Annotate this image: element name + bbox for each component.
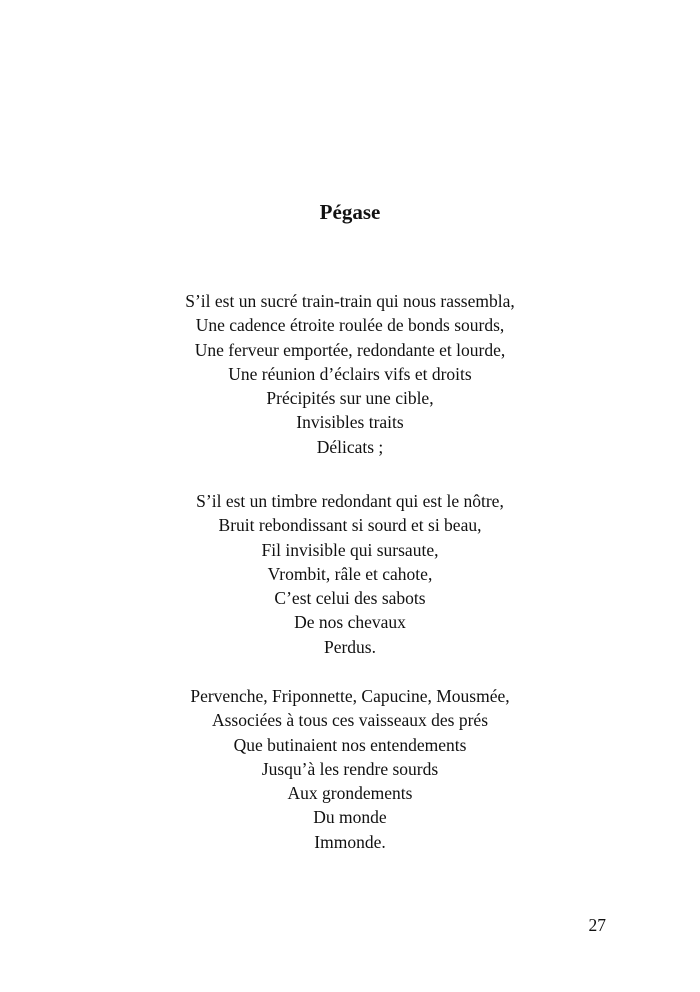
stanza-2 [0,489,700,659]
verse-line: Perdus. [323,636,376,657]
verse-line: De nos chevaux [294,612,406,633]
verse-line: Immonde. [314,831,386,852]
stanza-1 [0,289,700,459]
poem-title: Pégase [319,200,381,224]
verse-line: Aux grondements [287,783,413,804]
verse-line: Précipités sur une cible, [266,388,434,409]
page-number: 27 [588,915,606,935]
verse-line: Jusqu’à les rendre sourds [261,758,439,779]
verse-line: Une réunion d’éclairs vifs et droits [228,363,472,384]
verse-line: S’il est un sucré train-train qui nous rassembla, [185,291,515,311]
verse-line: Délicats ; [316,436,384,457]
verse-line: Fil invisible qui sursaute, [261,539,439,560]
verse-line: Une ferveur emportée, redondante et lourde, [194,339,506,360]
verse-line: C’est celui des sabots [274,588,426,609]
verse-line: Du monde [313,807,387,828]
verse-line: S’il est un timbre redondant qui est le nôtre, [196,491,504,511]
stanza-3 [0,684,700,854]
verse-line: Invisibles traits [296,412,404,433]
verse-line: Que butinaient nos entendements [233,734,467,755]
verse-line: Bruit rebondissant si sourd et si beau, [218,515,482,536]
verse-line: Associées à tous ces vaisseaux des prés [211,710,489,731]
verse-line: Vrombit, râle et cahote, [267,563,433,584]
verse-line: Une cadence étroite roulée de bonds sourds, [195,315,505,336]
verse-line: Pervenche, Friponnette, Capucine, Mousmée, [190,686,510,706]
